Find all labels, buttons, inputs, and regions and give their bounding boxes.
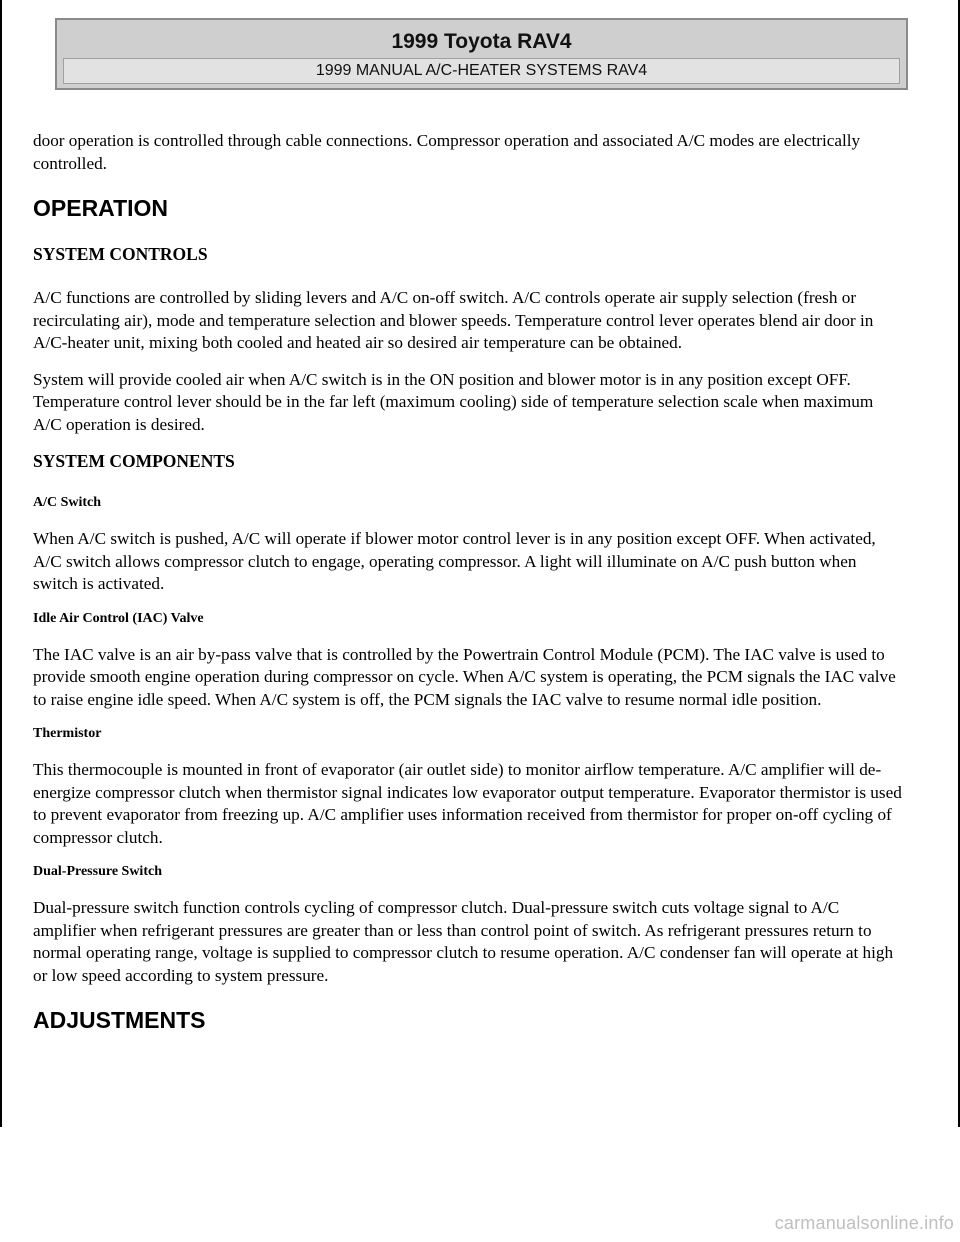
system-controls-heading: SYSTEM CONTROLS bbox=[33, 244, 208, 264]
system-controls-paragraph-2: System will provide cooled air when A/C switch is in the ON position and blower motor is in any position except OFF. Temperature control lever should be in the far left (maximum cooling) side of temperature selection scale when maximum A/C operation is desired. bbox=[33, 369, 874, 434]
operation-heading: OPERATION bbox=[33, 195, 169, 221]
iac-valve-heading: Idle Air Control (IAC) Valve bbox=[33, 610, 204, 626]
document-body bbox=[33, 130, 903, 1055]
ac-switch-paragraph: When A/C switch is pushed, A/C will operate if blower motor control lever is in any position except OFF. When activated, A/C switch allows compressor clutch to engage, operating compressor. A light will illuminate on A/C push button when switch is activated. bbox=[33, 529, 876, 593]
thermistor-heading: Thermistor bbox=[33, 726, 102, 741]
system-components-heading: SYSTEM COMPONENTS bbox=[33, 451, 235, 471]
document-subtitle: 1999 MANUAL A/C-HEATER SYSTEMS RAV4 bbox=[63, 58, 900, 84]
thermistor-paragraph: This thermocouple is mounted in front of evaporator (air outlet side) to monitor airflow temperature. A/C amplifier will de-energize compressor clutch when thermistor signal indicates low evaporator output temperature. Evaporator thermistor is used to prevent evaporator from freezing up. A/C amplifier uses information received from thermistor for proper on-off cycling of compressor clutch. bbox=[33, 760, 902, 847]
site-watermark: carmanualsonline.info bbox=[774, 1213, 954, 1233]
system-controls-paragraph-1: A/C functions are controlled by sliding levers and A/C on-off switch. A/C controls operate air supply selection (fresh or recirculating air), mode and temperature selection and blower speeds. Temperature control lever operates blend air door in A/C-heater unit, mixing both cooled and heated air so desired air temperature can be obtained. bbox=[33, 288, 874, 352]
dual-pressure-switch-paragraph: Dual-pressure switch function controls cycling of compressor clutch. Dual-pressure switch cuts voltage signal to A/C amplifier when refrigerant pressures are greater than or less than control point of switch. As refrigerant pressures return to normal operating range, voltage is supplied to compressor clutch to resume operation. A/C condenser fan will operate at high or low speed according to system pressure. bbox=[33, 898, 894, 985]
intro-paragraph: door operation is controlled through cable connections. Compressor operation and associated A/C modes are electrically controlled. bbox=[33, 131, 861, 173]
dual-pressure-switch-heading: Dual-Pressure Switch bbox=[33, 864, 162, 879]
adjustments-heading: ADJUSTMENTS bbox=[33, 1007, 206, 1033]
iac-valve-paragraph: The IAC valve is an air by-pass valve that is controlled by the Powertrain Control Module (PCM). The IAC valve is used to provide smooth engine operation during compressor on cycle. When A/C system is operating, the PCM signals the IAC valve to raise engine idle speed. When A/C system is off, the PCM signals the IAC valve to resume normal idle position. bbox=[33, 644, 896, 709]
ac-switch-heading: A/C Switch bbox=[33, 495, 102, 510]
document-title: 1999 Toyota RAV4 bbox=[391, 30, 572, 53]
document-header bbox=[55, 18, 908, 90]
